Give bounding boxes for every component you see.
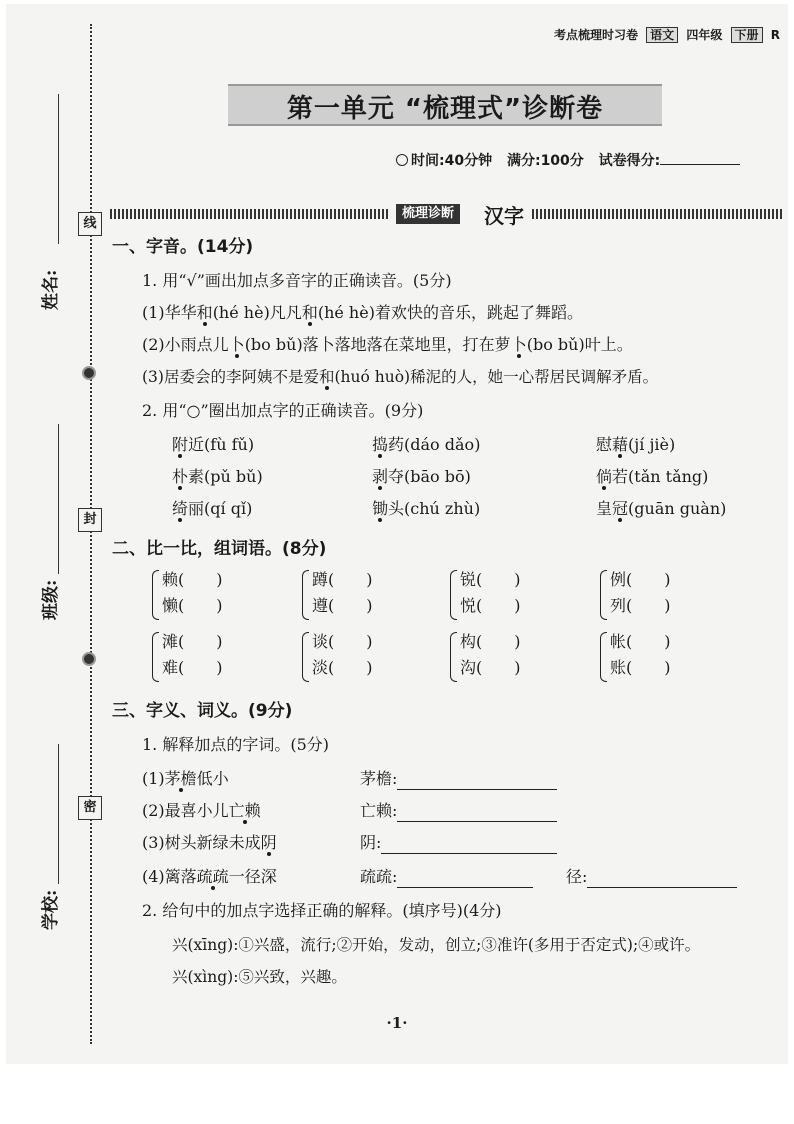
word-item[interactable]: 倘若(tǎn tǎng)	[596, 467, 709, 486]
q1-heading: 一、字音。(14分)	[112, 237, 254, 257]
definition-line-1: 兴(xīng):①兴盛，流行;②开始，发动，创立;③准许(多用于否定式);④或许。	[172, 936, 701, 954]
word-pair[interactable]: 构( ) 沟( )	[450, 630, 590, 684]
q3-part2-prompt: 2. 给句中的加点字选择正确的解释。(填序号)(4分)	[142, 901, 502, 920]
class-field[interactable]	[36, 424, 70, 624]
word-pair[interactable]: 例( ) 列( )	[600, 568, 740, 622]
q3-answer-row[interactable]: 亡赖:	[360, 800, 557, 822]
grade-label: 四年级	[686, 28, 723, 42]
q3-item-text: (1)茅檐低小	[142, 769, 229, 788]
word-item[interactable]: 剥夺(bāo bō)	[372, 467, 471, 486]
seal-label-xian: 线	[78, 212, 102, 236]
q3-answer-row[interactable]: 茅檐:	[360, 768, 557, 790]
pinyin-choice[interactable]: (huó huò)稀泥的人，她一心帮居民调解矛盾。	[334, 368, 659, 386]
page-title: 第一单元 “梳理式”诊断卷	[286, 94, 604, 124]
pinyin-choice[interactable]: (hé hè)着欢快的音乐，跳起了舞蹈。	[317, 303, 583, 322]
section-tag: 梳理诊断	[396, 204, 460, 224]
q1-part2-prompt: 2. 用“○”圈出加点字的正确读音。(9分)	[142, 401, 424, 420]
word-pair[interactable]: 锐( ) 悦( )	[450, 568, 590, 622]
hatch-left	[110, 209, 390, 219]
word-pair[interactable]: 帐( ) 账( )	[600, 630, 740, 684]
pinyin-choice[interactable]: (bo bǔ)叶上。	[526, 335, 633, 354]
q3-item-text: (3)树头新绿未成阴	[142, 833, 277, 852]
q3-answer-row[interactable]: 径:	[566, 866, 737, 888]
q1-line2: (2)小雨点儿卜(bo bǔ)落卜落地落在菜地里，打在萝卜(bo bǔ)叶上。	[142, 335, 633, 354]
q3-heading: 三、字义、词义。(9分)	[112, 701, 293, 721]
seal-label-mi: 密	[78, 796, 102, 820]
seal-label-feng: 封	[78, 508, 102, 532]
word-item[interactable]: 皇冠(guān guàn)	[596, 499, 727, 518]
class-line	[58, 424, 59, 574]
hatch-right	[532, 209, 784, 219]
section-title: 汉字	[484, 204, 524, 228]
q3-item-text: (4)篱落疏疏一径深	[142, 867, 277, 886]
word-pair[interactable]: 滩( ) 难( )	[152, 630, 292, 684]
pinyin-choice[interactable]: (bo bǔ)落卜落地落在菜地里，打在萝	[244, 335, 511, 354]
seal-dotted-line	[90, 24, 92, 1044]
q1-part1-prompt: 1. 用“√”画出加点多音字的正确读音。(5分)	[142, 271, 452, 290]
pinyin-choice[interactable]: (hé hè)凡凡	[212, 303, 302, 322]
dotted-char: 卜	[228, 335, 245, 354]
word-item[interactable]: 附近(fù fǔ)	[172, 435, 255, 454]
section-bar	[110, 202, 784, 226]
dotted-char: 卜	[510, 335, 527, 354]
full-score: 满分:100分	[506, 153, 584, 169]
q3-part1-prompt: 1. 解释加点的字词。(5分)	[142, 735, 330, 754]
class-label: 班级:	[41, 579, 61, 620]
q1-line1: (1)华华和(hé hè)凡凡和(hé hè)着欢快的音乐，跳起了舞蹈。	[142, 303, 583, 322]
binding-margin	[6, 4, 116, 1064]
word-item[interactable]: 慰藉(jí jiè)	[596, 435, 676, 454]
q2-heading: 二、比一比，组词语。(8分)	[112, 539, 327, 559]
q1-line3: (3)居委会的李阿姨不是爱和(huó huò)稀泥的人，她一心帮居民调解矛盾。	[142, 368, 659, 386]
edition-mark: R	[770, 28, 780, 42]
volume-badge: 下册	[731, 27, 763, 43]
name-label: 姓名:	[41, 269, 61, 310]
q3-item-text: (2)最喜小儿亡赖	[142, 801, 261, 820]
school-label: 学校:	[41, 889, 61, 930]
exam-info	[396, 150, 740, 170]
page-number: ·1·	[386, 1014, 408, 1032]
word-item[interactable]: 朴素(pǔ bǔ)	[172, 467, 263, 486]
dotted-char: 和	[196, 303, 213, 322]
school-line	[58, 744, 59, 884]
score-input[interactable]	[660, 164, 740, 165]
dotted-char: 和	[318, 368, 335, 386]
clock-icon	[396, 154, 408, 166]
subject-badge: 语文	[646, 27, 678, 43]
word-item[interactable]: 绮丽(qí qǐ)	[172, 499, 253, 518]
word-item[interactable]: 捣药(dáo dǎo)	[372, 435, 481, 454]
dotted-char: 和	[301, 303, 318, 322]
word-item[interactable]: 锄头(chú zhù)	[372, 499, 481, 518]
name-line	[58, 94, 59, 244]
q3-answer-row[interactable]: 疏疏:	[360, 866, 533, 888]
name-field[interactable]	[36, 94, 70, 324]
word-pair[interactable]: 蹲( ) 遵( )	[302, 568, 442, 622]
definition-line-2: 兴(xìng):⑤兴致，兴趣。	[172, 968, 347, 986]
exam-page	[6, 4, 788, 1064]
word-pair[interactable]: 赖( ) 懒( )	[152, 568, 292, 622]
binding-hole	[82, 366, 96, 380]
binding-hole	[82, 652, 96, 666]
series-header	[554, 26, 780, 43]
school-field[interactable]	[36, 744, 70, 944]
word-pair[interactable]: 谈( ) 淡( )	[302, 630, 442, 684]
time-limit: 时间:40分钟	[411, 153, 493, 169]
series-name: 考点梳理时习卷	[553, 28, 638, 42]
title-band	[228, 84, 662, 126]
q3-answer-row[interactable]: 阴:	[360, 832, 557, 854]
score-label: 试卷得分:	[598, 153, 661, 169]
